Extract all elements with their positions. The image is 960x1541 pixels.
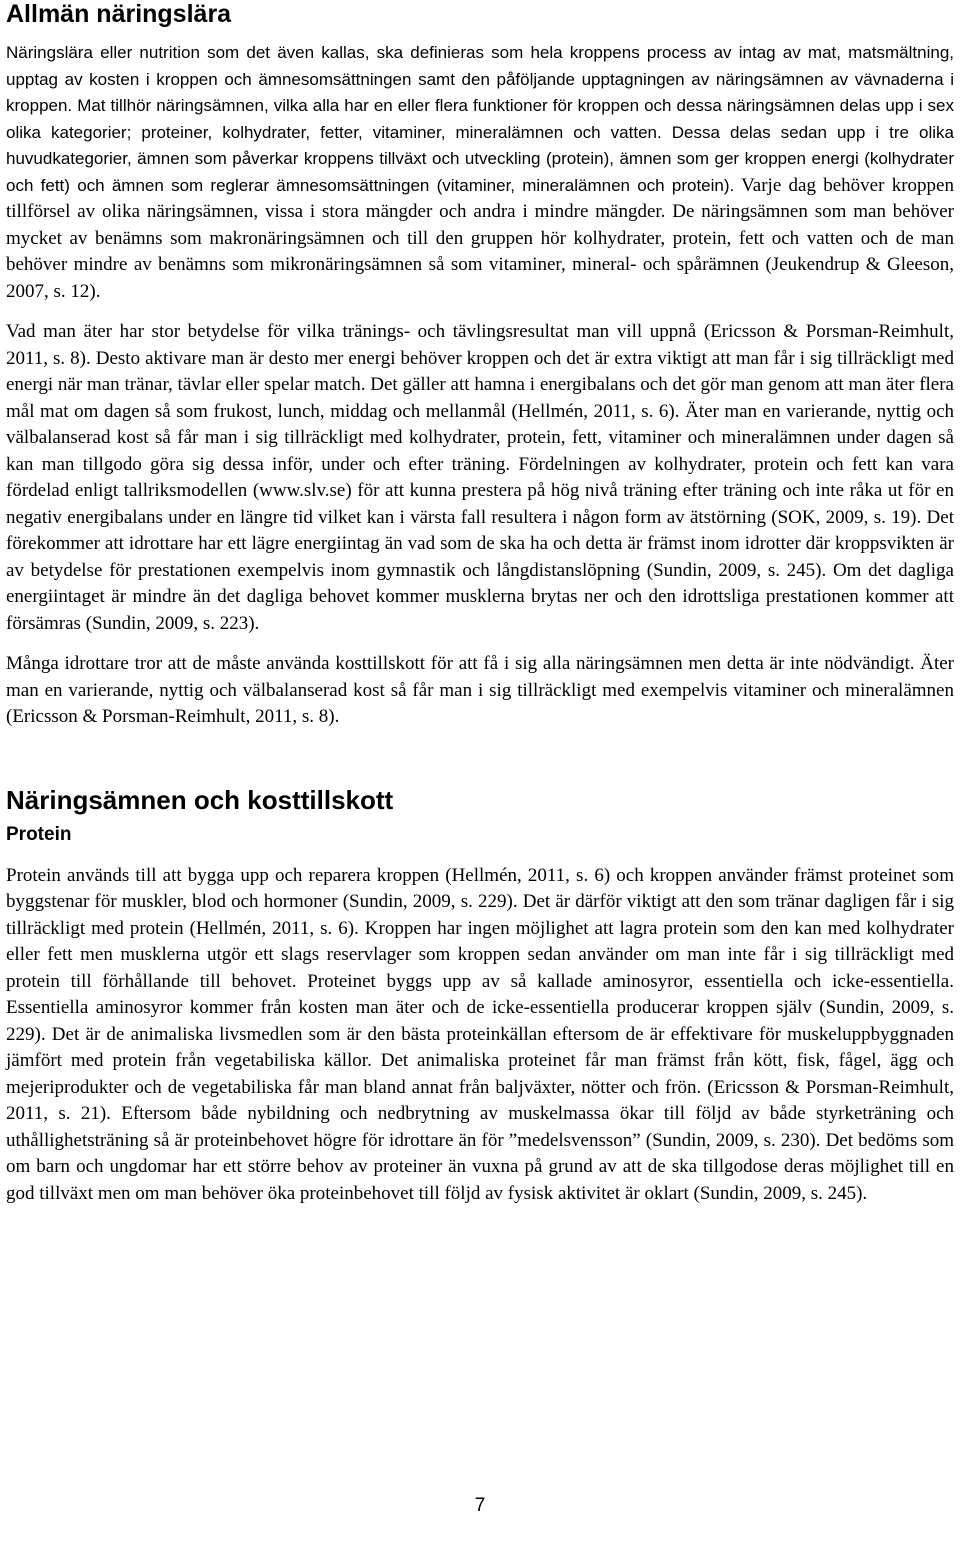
paragraph-energy: Vad man äter har stor betydelse för vilka tränings- och tävlingsresultat man vill uppnå (Ericsson & Porsman-Reimhult, 2011, s. 8). Desto aktivare man är desto mer energi behöver kroppen och det är extra viktigt att man får i sig tillräckligt med energi när man tränar, tävlar eller spelar match. Det gäller att hamna i energibalans och det gör man genom att man äter flera mål mat om dagen så som frukost, lunch, middag och mellanmål (Hellmén, 2011, s. 6). Äter man en varierande, nyttig och välbalanserad kost så får man i sig tillräckligt med kolhydrater, protein, fett, vitaminer och mineralämnen under dagen så kan man tillgodo göra sig dessa inför, under och efter träning. Fördelningen av kolhydrater, protein och fett kan vara fördelad enligt tallriksmodellen (www.slv.se) för att kunna prestera på hög nivå träning efter träning och inte råka ut för en negativ energibalans under en längre tid vilket kan i värsta fall resultera i någon form av ätstörning (SOK, 2009, s. 19). Det förekommer att idrottare har ett lägre energiintag än vad som de ska ha och detta är främst inom idrotter där kroppsvikten är av betydelse för prestationen exempelvis inom gymnastik och långdistanslöpning (Sundin, 2009, s. 245). Om det dagliga energiintaget är mindre än det dagliga behovet kommer musklerna brytas ner och den idrottsliga prestationen kommer att försämras (Sundin, 2009, s. 223). xyxy=(6,321,954,634)
paragraph-protein: Protein används till att bygga upp och reparera kroppen (Hellmén, 2011, s. 6) och kroppen använder främst proteinet som byggstenar för muskler, blod och hormoner (Sundin, 2009, s. 229). Det är därför viktigt att den som tränar dagligen får i sig tillräckligt med protein (Hellmén, 2011, s. 6). Kroppen har ingen möjlighet att lagra protein som den kan med kolhydrater eller fett men musklerna utgör ett slags reservlager som kroppen sedan använder om man inte får i sig tillräckligt med protein till förhållande till behovet. Proteinet byggs upp av så kallade aminosyror, essentiella och icke-essentiella. Essentiella aminosyror kommer från kosten man äter och de icke-essentiella producerar kroppen själv (Sundin, 2009, s. 229). Det är de animaliska livsmedlen som är den bästa proteinkällan eftersom de är effektivare för muskeluppbyggnaden jämfört med protein från vegetabiliska källor. Det animaliska proteinet får man främst från kött, fisk, fågel, ägg och mejeriprodukter och de vegetabiliska får man bland annat från baljväxter, nötter och frön. (Ericsson & Porsman-Reimhult, 2011, s. 21). Eftersom både nybildning och nedbrytning av muskelmassa ökar till följd av både styrketräning och uthållighetsträning så är proteinbehovet högre för idrottare än för ”medelsvensson” (Sundin, 2009, s. 230). Det bedöms som om barn och ungdomar har ett större behov av proteiner än vuxna på grund av att de ska tillgodose deras möjlighet till en god tillväxt men om man behöver öka proteinbehovet till följd av fysisk aktivitet är oklart (Sundin, 2009, s. 245). xyxy=(6,864,954,1204)
paragraph-supplements: Många idrottare tror att de måste använda kosttillskott för att få i sig alla näringsämnen men detta är inte nödvändigt. Äter man en varierande, nyttig och välbalanserad kost så får man i sig tillräckligt med exempelvis vitaminer och mineralämnen (Ericsson & Porsman-Reimhult, 2011, s. 8). xyxy=(6,653,954,727)
subheading-protein: Protein xyxy=(6,823,72,845)
paragraph-intro-sans-text: Näringslära eller nutrition som det även kallas, ska definieras som hela kroppens process av intag av mat, matsmältning, upptag av kosten i kroppen och ämnesomsättningen samt den påföljande upptagningen av näringsämnen av vävnaderna i kroppen. Mat tillhör näringsämnen, vilka alla har en eller flera funktioner för kroppen och dessa näringsämnen delas upp i sex olika kategorier; proteiner, kolhydrater, fetter, vitaminer, mineralämnen och vatten. Dessa delas sedan upp i tre olika huvudkategorier, ämnen som påverkar kroppens tillväxt och utveckling (protein), ämnen som ger kroppen energi (kolhydrater och fett) och ämnen som reglerar ämnesomsättningen (vitaminer, mineralämnen och protein). xyxy=(6,43,954,195)
page-number: 7 xyxy=(474,1495,486,1516)
document-page xyxy=(6,0,954,1207)
paragraph-intro xyxy=(6,40,954,305)
section-heading-allman-naringslara: Allmän näringslära xyxy=(6,0,232,28)
section-heading-naringsamnen: Näringsämnen och kosttillskott xyxy=(6,784,394,815)
paragraph-intro-serif-text: Varje dag behöver kroppen tillförsel av olika näringsämnen, vissa i stora mängder och andra i mindre mängder. De näringsämnen som man behöver mycket av benämns som makronäringsämnen och till den gruppen hör kolhydrater, protein, fett och vatten och de man behöver mindre av benämns som mikronäringsämnen så som vitaminer, mineral- och spårämnen (Jeukendrup & Gleeson, 2007, s. 12). xyxy=(6,174,954,302)
